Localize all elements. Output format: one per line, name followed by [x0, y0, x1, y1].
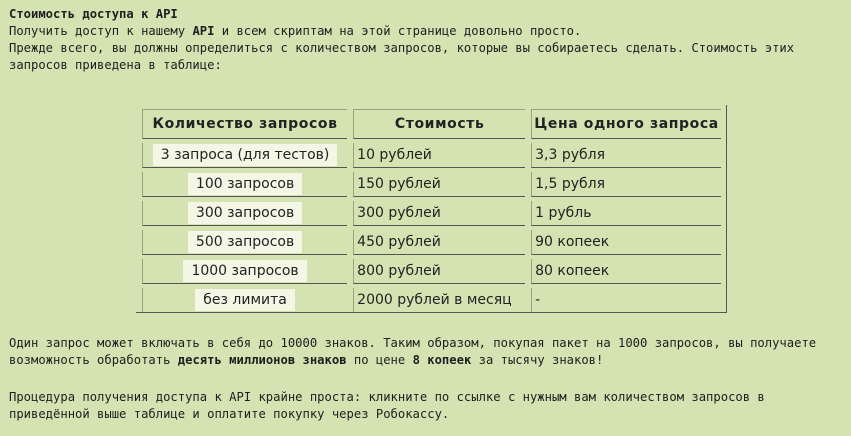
table-row: [142, 230, 721, 255]
cost-cell: 800 рублей: [353, 259, 525, 284]
table-frame-bottom: [136, 312, 727, 313]
unit-price-cell: 90 копеек: [531, 230, 721, 255]
intro-line-1-post: и всем скриптам на этой странице довольно просто.: [214, 24, 582, 38]
outro-paragraph-1: [9, 335, 844, 369]
package-cell: [142, 143, 347, 168]
ten-million-bold: десять миллионов знаков: [177, 353, 347, 367]
package-cell: [142, 288, 347, 313]
unit-price-cell: 1 рубль: [531, 201, 721, 226]
pricing-table: [136, 105, 727, 317]
table-header-row: [142, 109, 721, 139]
package-link[interactable]: 1000 запросов: [183, 260, 306, 282]
cost-cell: 2000 рублей в месяц: [353, 288, 525, 313]
table-frame-right: [726, 105, 727, 313]
cost-cell: 300 рублей: [353, 201, 525, 226]
unit-price-cell: 80 копеек: [531, 259, 721, 284]
package-link[interactable]: 3 запроса (для тестов): [153, 144, 338, 166]
header-cost: Стоимость: [353, 109, 525, 139]
intro-section: [9, 6, 844, 74]
unit-price-cell: 3,3 рубля: [531, 143, 721, 168]
package-link[interactable]: без лимита: [195, 289, 295, 311]
package-link[interactable]: 300 запросов: [188, 202, 302, 224]
outro-paragraph-2: Процедура получения доступа к API крайне проста: кликните по ссылке с нужным вам количеством запросов в приведённой выше таблице и оплатите покупку через Робокассу.: [9, 390, 765, 421]
header-unit-price: Цена одного запроса: [531, 109, 721, 139]
cost-cell: 10 рублей: [353, 143, 525, 168]
cost-cell: 150 рублей: [353, 172, 525, 197]
table-row: [142, 201, 721, 226]
outro-p1-pre: Один запрос может включать в себя до 10000 знаков. Таким образом, покупая пакет на 1000 запросов, вы получаете возможность обработать: [9, 336, 817, 367]
table-row: [142, 172, 721, 197]
unit-price-cell: 1,5 рубля: [531, 172, 721, 197]
package-cell: [142, 259, 347, 284]
intro-line-1: [9, 23, 844, 40]
header-requests: Количество запросов: [142, 109, 347, 139]
unit-price-cell: -: [531, 288, 721, 313]
package-link[interactable]: 100 запросов: [188, 173, 302, 195]
package-cell: [142, 172, 347, 197]
package-cell: [142, 201, 347, 226]
table-row: [142, 143, 721, 168]
intro-line-2: Прежде всего, вы должны определиться с количеством запросов, которые вы собираетесь сделать. Стоимость этих запросов приведена в таблице:: [9, 41, 795, 72]
package-cell: [142, 230, 347, 255]
table-row: [142, 288, 721, 313]
package-link[interactable]: 500 запросов: [188, 231, 302, 253]
outro-p1-mid: по цене: [346, 353, 413, 367]
api-bold: API: [192, 24, 215, 38]
pricing-table-frame: [136, 105, 727, 313]
intro-line-1-pre: Получить доступ к нашему: [9, 24, 193, 38]
table-row: [142, 259, 721, 284]
price-bold: 8 копеек: [412, 353, 472, 367]
outro-p1-post: за тысячу знаков!: [471, 353, 604, 367]
page-title: Стоимость доступа к API: [9, 7, 178, 21]
cost-cell: 450 рублей: [353, 230, 525, 255]
